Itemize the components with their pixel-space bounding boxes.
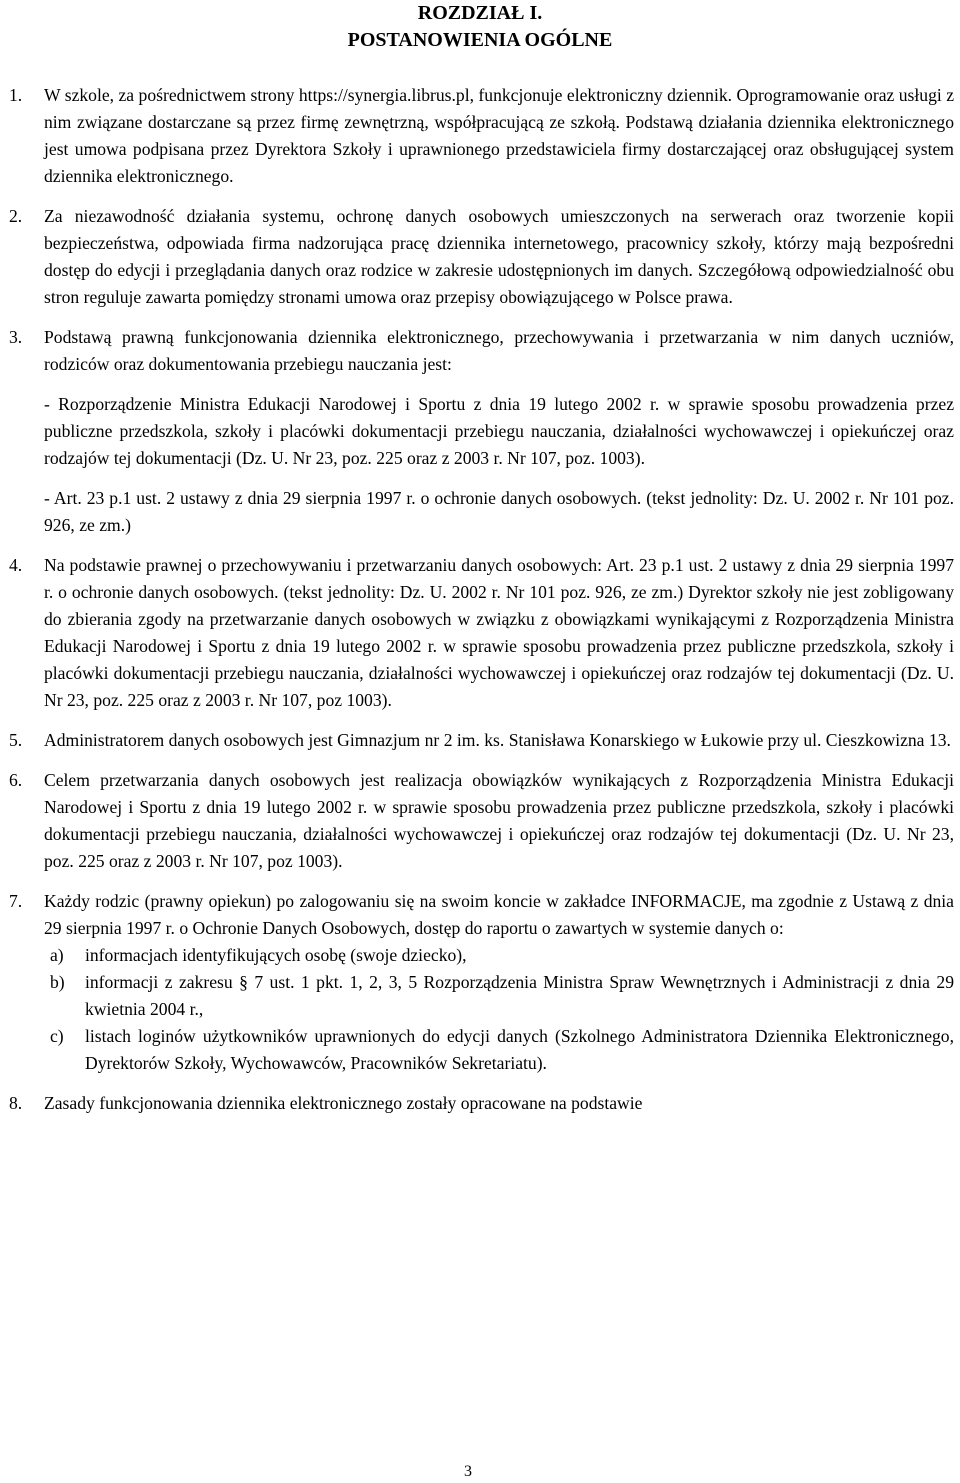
item-number: 2. — [9, 206, 23, 226]
item-paragraph: W szkole, za pośrednictwem strony https://synergia.librus.pl, funkcjonuje elektroniczny dziennik. Oprogramowanie oraz usługi z nim związane dostarczane są przez firmę zewnętrzną, współpracującą ze szkołą. Podstawą działania dziennika elektronicznego jest umowa podpisana przez Dyrektora Szkoły i uprawnionego przedstawiciela firmy dostarczającej oraz obsługującej system dziennika elektronicznego. — [44, 85, 954, 186]
item-number: 3. — [9, 327, 23, 347]
item-body — [44, 767, 954, 875]
item-number: 4. — [9, 555, 23, 575]
item-body — [44, 888, 954, 1077]
list-item — [0, 767, 960, 875]
item-paragraph: - Art. 23 p.1 ust. 2 ustawy z dnia 29 sierpnia 1997 r. o ochronie danych osobowych. (tekst jednolity: Dz. U. 2002 r. Nr 101 poz. 926, ze zm.) — [44, 488, 954, 535]
item-paragraph: - Rozporządzenie Ministra Edukacji Narodowej i Sportu z dnia 19 lutego 2002 r. w sprawie sposobu prowadzenia przez publiczne przedszkola, szkoły i placówki dokumentacji przebiegu nauczania, działalności wychowawczej i opiekuńczej oraz rodzajów tej dokumentacji (Dz. U. Nr 23, poz. 225 oraz z 2003 r. Nr 107, poz. 1003). — [44, 394, 954, 468]
page-number: 3 — [464, 1463, 472, 1480]
item-body — [44, 727, 954, 754]
list-item — [0, 727, 960, 754]
sub-item-text: informacjach identyfikujących osobę (swoje dziecko), — [85, 945, 467, 965]
sub-item-text: informacji z zakresu § 7 ust. 1 pkt. 1, 2, 3, 5 Rozporządzenia Ministra Spraw Wewnętrznych i Administracji z dnia 29 kwietnia 2004 r., — [85, 972, 954, 1019]
item-body — [44, 203, 954, 311]
sub-item — [44, 942, 954, 969]
item-paragraph: Zasady funkcjonowania dziennika elektronicznego zostały opracowane na podstawie — [44, 1093, 643, 1113]
list-item — [0, 324, 960, 539]
item-body — [44, 324, 954, 539]
item-number: 8. — [9, 1093, 23, 1113]
item-paragraph: Administratorem danych osobowych jest Gimnazjum nr 2 im. ks. Stanisława Konarskiego w Łukowie przy ul. Cieszkowizna 13. — [44, 730, 951, 750]
item-paragraph: Za niezawodność działania systemu, ochronę danych osobowych umieszczonych na serwerach oraz tworzenie kopii bezpieczeństwa, odpowiada firma nadzorująca pracę dziennika internetowego, pracownicy szkoły, którzy mają bezpośredni dostęp do edycji i przeglądania danych oraz rodzice w zakresie udostępnionych im danych. Szczegółową odpowiedzialność obu stron reguluje zawarta pomiędzy stronami umowa oraz przepisy obowiązującego w Polsce prawa. — [44, 206, 954, 307]
item-body — [44, 82, 954, 190]
list-item — [0, 888, 960, 1077]
item-number: 5. — [9, 730, 23, 750]
item-body — [44, 552, 954, 714]
numbered-list — [0, 82, 960, 1130]
list-item — [0, 82, 960, 190]
item-paragraph: Podstawą prawną funkcjonowania dziennika elektronicznego, przechowywania i przetwarzania w nim danych uczniów, rodziców oraz dokumentowania przebiegu nauczania jest: — [44, 327, 954, 374]
chapter-heading — [0, 0, 960, 54]
item-number: 1. — [9, 85, 23, 105]
item-number: 6. — [9, 770, 23, 790]
list-item — [0, 203, 960, 311]
sub-item — [44, 969, 954, 1023]
sub-item — [44, 1023, 954, 1077]
item-paragraph: Na podstawie prawnej o przechowywaniu i przetwarzaniu danych osobowych: Art. 23 p.1 ust. 2 ustawy z dnia 29 sierpnia 1997 r. o ochronie danych osobowych. (tekst jednolity: Dz. U. 2002 r. Nr 101 poz. 926, ze zm.) Dyrektor szkoły nie jest zobligowany do zbierania zgody na przetwarzanie danych osobowych w związku z obowiązkami wynikającymi z Rozporządzenia Ministra Edukacji Narodowej i Sportu z dnia 19 lutego 2002 r. w sprawie sposobu prowadzenia przez publiczne przedszkola, szkoły i placówki dokumentacji przebiegu nauczania, działalności wychowawczej i opiekuńczej oraz rodzajów tej dokumentacji (Dz. U. Nr 23, poz. 225 oraz z 2003 r. Nr 107, poz 1003). — [44, 555, 954, 710]
item-number: 7. — [9, 891, 23, 911]
chapter-number: ROZDZIAŁ I. — [417, 2, 543, 24]
list-item — [0, 552, 960, 714]
chapter-title: POSTANOWIENIA OGÓLNE — [347, 29, 613, 51]
list-item — [0, 1090, 960, 1117]
sub-item-letter: c) — [50, 1026, 64, 1046]
item-paragraph: Celem przetwarzania danych osobowych jest realizacja obowiązków wynikających z Rozporządzenia Ministra Edukacji Narodowej i Sportu z dnia 19 lutego 2002 r. w sprawie sposobu prowadzenia przez publiczne przedszkola, szkoły i placówki dokumentacji przebiegu nauczania, działalności wychowawczej i opiekuńczej oraz rodzajów tej dokumentacji (Dz. U. Nr 23, poz. 225 oraz z 2003 r. Nr 107, poz 1003). — [44, 770, 954, 871]
sub-item-letter: b) — [50, 972, 65, 992]
item-body — [44, 1090, 954, 1117]
item-paragraph: Każdy rodzic (prawny opiekun) po zalogowaniu się na swoim koncie w zakładce INFORMACJE, ma zgodnie z Ustawą z dnia 29 sierpnia 1997 r. o Ochronie Danych Osobowych, dostęp do raportu o zawartych w systemie danych o: — [44, 891, 954, 938]
sub-item-text: listach loginów użytkowników uprawnionych do edycji danych (Szkolnego Administratora Dziennika Elektronicznego, Dyrektorów Szkoły, Wychowawców, Pracowników Sekretariatu). — [85, 1026, 954, 1073]
sub-item-letter: a) — [50, 945, 64, 965]
